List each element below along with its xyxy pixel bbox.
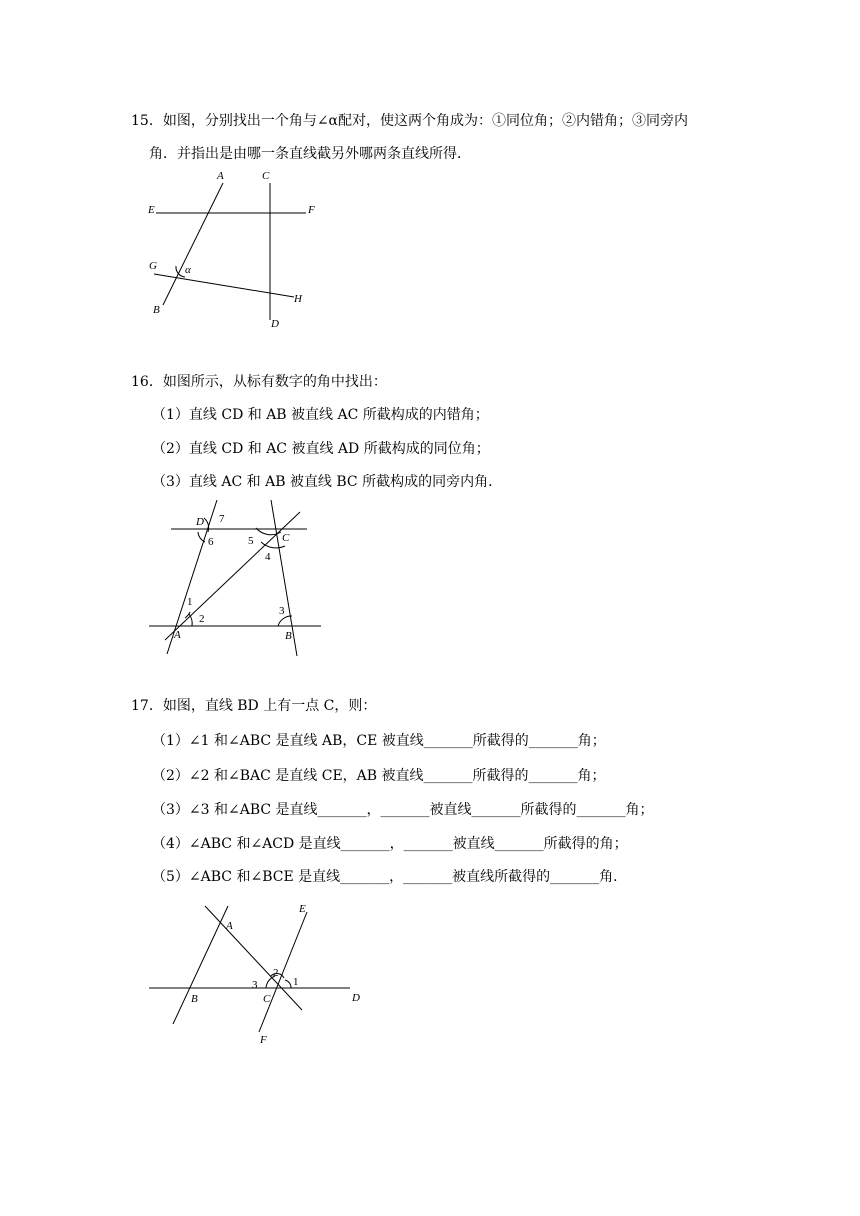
q16-part1: （1）直线 CD 和 AB 被直线 AC 所截构成的内错角； <box>152 407 489 423</box>
q17-label-E: E <box>299 903 306 915</box>
q15-label-F: F <box>308 204 315 216</box>
q16-figure <box>145 500 335 660</box>
q17-label-A: A <box>226 920 233 932</box>
q16-label-3: 3 <box>279 605 285 617</box>
q15-label-A: A <box>217 170 224 182</box>
q17-label-3: 3 <box>252 979 258 991</box>
q17-stem: 17．如图，直线 BD 上有一点 C，则： <box>131 698 377 714</box>
q16-arc-2 <box>189 614 192 626</box>
q16-label-6: 6 <box>208 536 214 548</box>
q16-label-1: 1 <box>187 596 193 608</box>
q16-arc-7 <box>204 518 209 532</box>
q16-part2: （2）直线 CD 和 AC 被直线 AD 所截构成的同位角； <box>152 441 490 457</box>
q15-label-G: G <box>149 260 157 272</box>
q17-part2: （2）∠2 和∠BAC 是直线 CE，AB 被直线_______所截得的_______角； <box>152 768 606 784</box>
q15-label-E: E <box>148 204 155 216</box>
q17-part4: （4）∠ABC 和∠ACD 是直线_______，_______被直线_______所截得的角； <box>152 836 628 852</box>
q15-figure <box>140 165 340 335</box>
q17-figure <box>145 898 375 1050</box>
q16-part3: （3）直线 AC 和 AB 被直线 BC 所截构成的同旁内角． <box>152 474 503 490</box>
q15-line2: 角．并指出是由哪一条直线截另外哪两条直线所得． <box>149 146 471 162</box>
q17-label-2: 2 <box>273 967 279 979</box>
q16-label-4: 4 <box>265 551 271 563</box>
q17-part5: （5）∠ABC 和∠BCE 是直线_______，_______被直线所截得的_______角． <box>152 869 628 885</box>
q17-line-AB <box>173 906 228 1024</box>
q16-line-AC <box>165 512 300 640</box>
q17-label-D: D <box>352 992 360 1004</box>
q17-label-B: B <box>191 993 198 1005</box>
q17-arc-1 <box>285 980 291 988</box>
q17-label-C: C <box>263 993 271 1005</box>
q15-label-alpha: α <box>185 264 191 276</box>
q16-label-A: A <box>174 629 181 641</box>
q17-label-F: F <box>260 1034 267 1046</box>
q16-label-C: C <box>282 532 290 544</box>
q17-part3: （3）∠3 和∠ABC 是直线_______，_______被直线_______所截得的_______角； <box>152 802 654 818</box>
q16-label-7: 7 <box>219 513 225 525</box>
q17-line-AC <box>205 906 302 1010</box>
q15-label-B: B <box>153 304 160 316</box>
q15-label-D: D <box>271 318 279 330</box>
q15-line-AB <box>163 183 223 305</box>
q15-line1: 15．如图，分别找出一个角与∠α配对，使这两个角成为：①同位角；②内错角；③同旁内 <box>131 113 688 129</box>
q16-arc-3 <box>278 616 292 626</box>
q16-label-B: B <box>285 630 292 642</box>
q16-line-BC <box>271 500 297 656</box>
q17-label-1: 1 <box>293 976 299 988</box>
q16-label-2: 2 <box>199 613 205 625</box>
q16-stem: 16．如图所示，从标有数字的角中找出： <box>131 374 387 390</box>
q17-part1: （1）∠1 和∠ABC 是直线 AB，CE 被直线_______所截得的_______角； <box>152 733 606 749</box>
q16-label-5: 5 <box>248 535 254 547</box>
q16-label-D: D <box>196 516 204 528</box>
q15-line-GH <box>154 274 294 297</box>
q15-label-H: H <box>294 293 302 305</box>
q15-label-C: C <box>262 170 270 182</box>
